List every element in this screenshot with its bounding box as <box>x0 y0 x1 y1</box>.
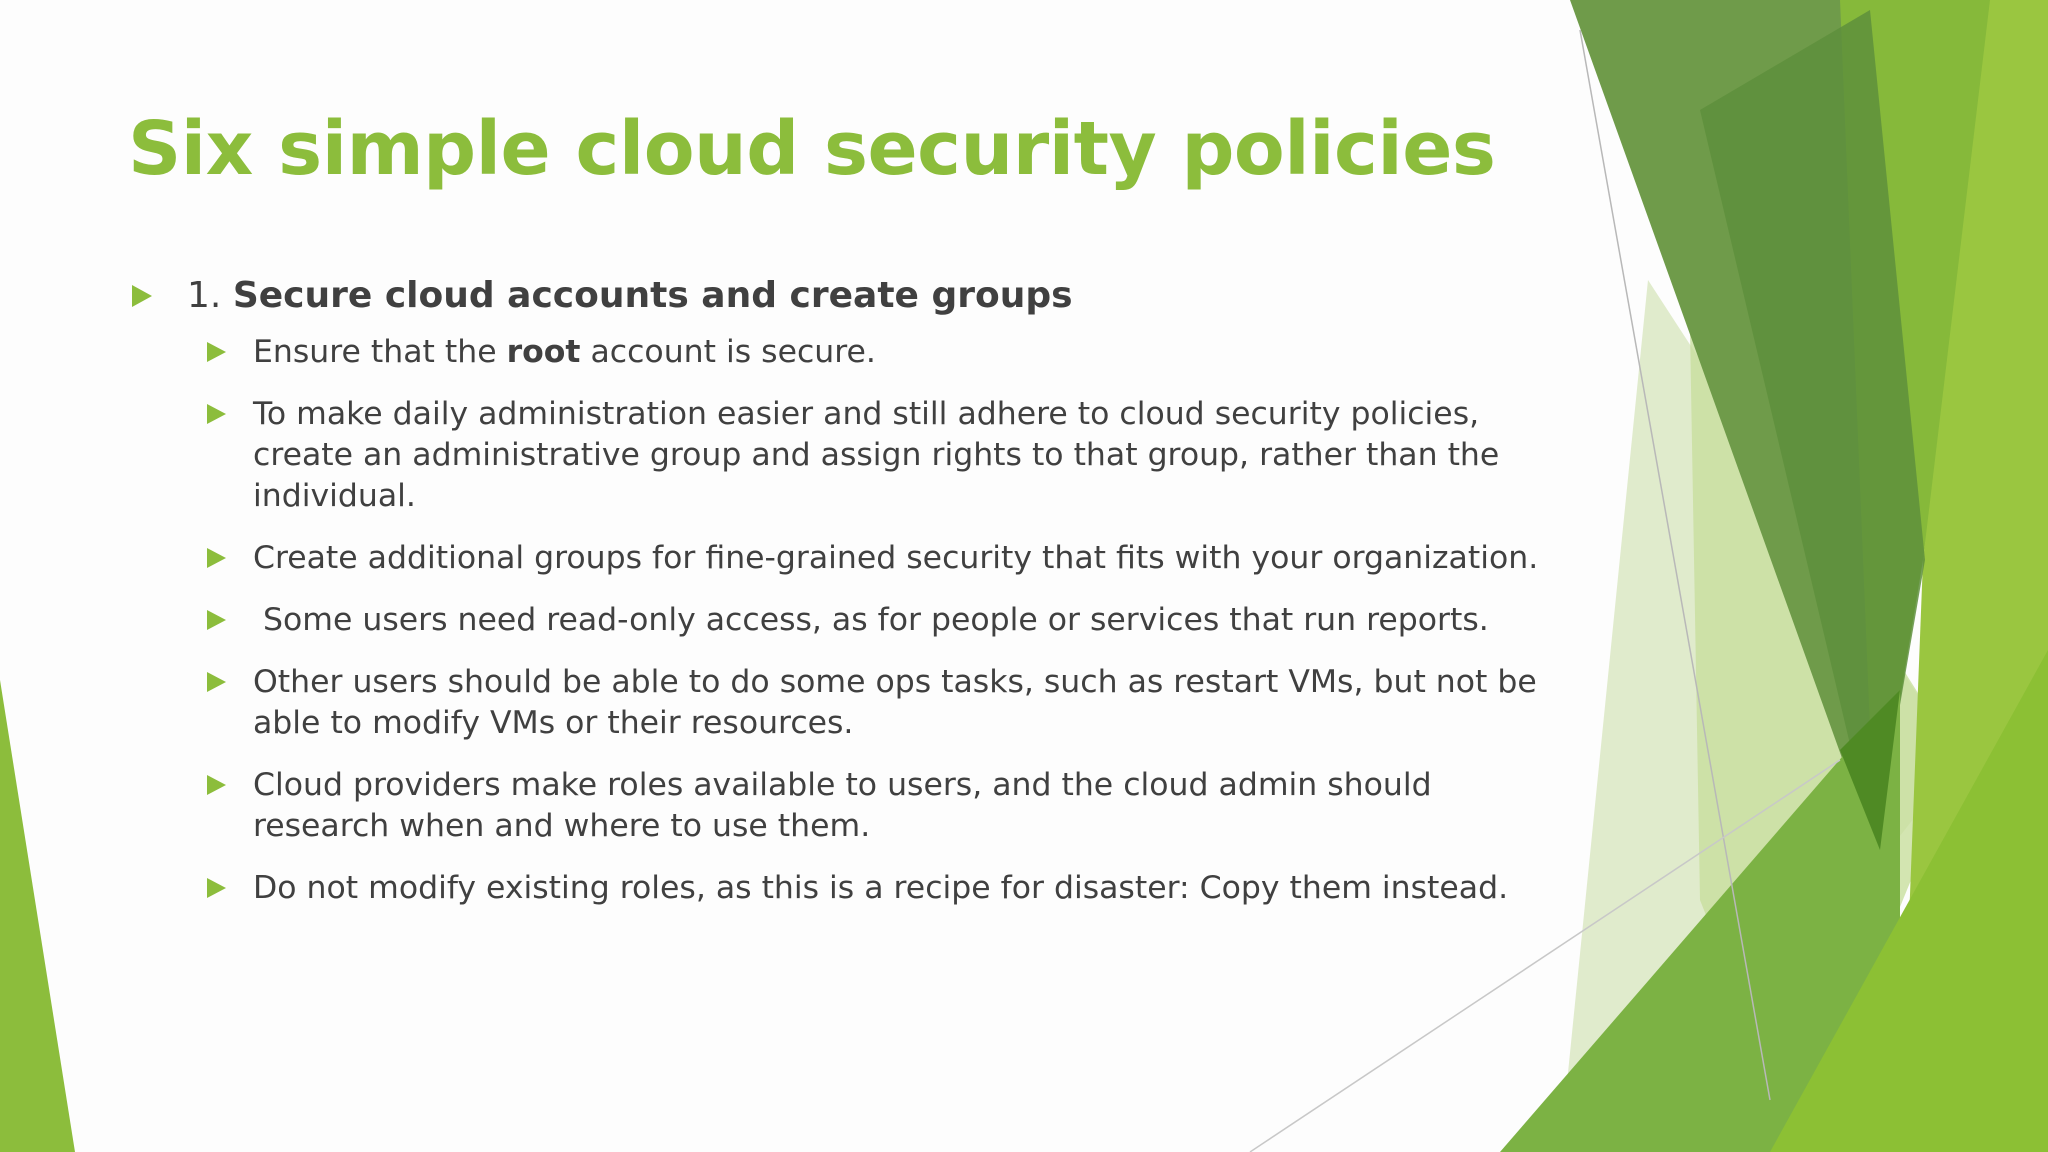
bullet-arrow-icon <box>207 342 226 362</box>
bullet-arrow-icon <box>132 285 152 307</box>
section-heading <box>130 270 1560 322</box>
list-item-text: Do not modify existing roles, as this is a recipe for disaster: Copy them instead. <box>253 870 1509 906</box>
list-item <box>253 662 1560 744</box>
section-title: Secure cloud accounts and create groups <box>232 275 1073 316</box>
bullet-arrow-icon <box>207 775 226 795</box>
list-item-text-after: account is secure. <box>580 334 876 370</box>
list-item <box>253 600 1560 641</box>
list-item <box>253 538 1560 579</box>
list-item <box>253 868 1560 909</box>
bullet-arrow-icon <box>207 878 226 898</box>
list-item-text: Some users need read-only access, as for people or services that run reports. <box>253 602 1489 638</box>
bullet-arrow-icon <box>207 610 226 630</box>
bullet-arrow-icon <box>207 548 226 568</box>
bullet-arrow-icon <box>207 672 226 692</box>
list-item-text-before: Ensure that the <box>253 334 507 370</box>
section-number: 1. <box>187 275 222 316</box>
list-item-text: Other users should be able to do some ops tasks, such as restart VMs, but not be able to modify VMs or their resources. <box>253 664 1537 741</box>
list-item-text: Create additional groups for fine-grained security that fits with your organization. <box>253 540 1539 576</box>
list-item <box>253 332 1560 373</box>
list-item-text: Cloud providers make roles available to users, and the cloud admin should research when and where to use them. <box>253 767 1432 844</box>
list-item-text: To make daily administration easier and still adhere to cloud security policies, create an administrative group and assign rights to that group, rather than the individual. <box>253 396 1500 514</box>
bullet-list <box>130 270 1560 930</box>
left-green-sliver <box>0 680 75 1152</box>
bullet-arrow-icon <box>207 404 226 424</box>
list-item <box>253 394 1560 517</box>
list-item <box>253 765 1560 847</box>
slide-title: Six simple cloud security policies <box>128 106 1496 192</box>
list-item-bold-word: root <box>506 334 581 370</box>
